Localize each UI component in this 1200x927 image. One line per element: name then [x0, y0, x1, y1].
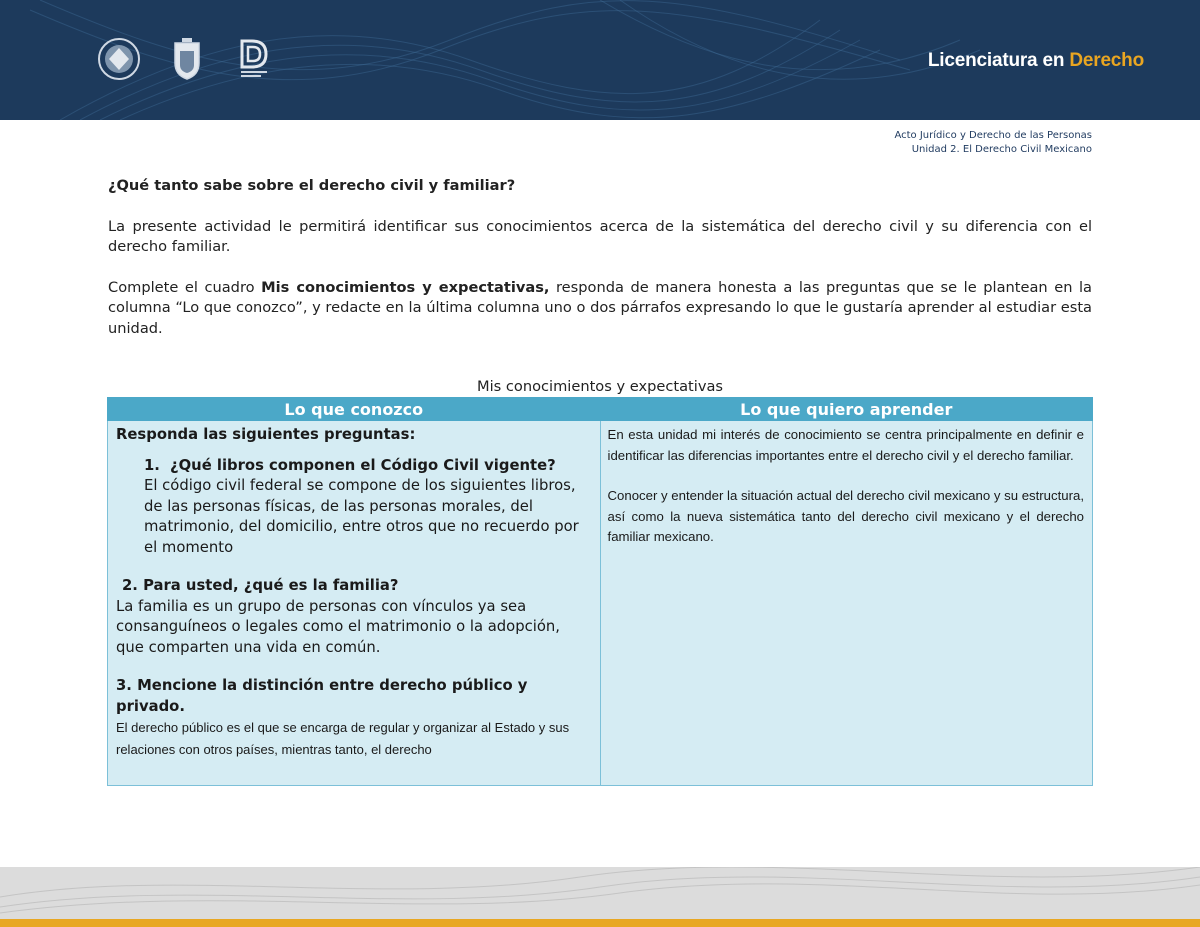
answer-2: La familia es un grupo de personas con vínculos ya sea consanguíneos o legales como el matrimonio o la adopción, que comparten una vida en común.	[116, 597, 561, 656]
header-lo-que-conozco: Lo que conozco	[108, 398, 601, 421]
table-caption: Mis conocimientos y expectativas	[476, 378, 723, 395]
question-2: 2. Para usted, ¿qué es la familia?	[122, 577, 399, 594]
activity-instructions	[108, 278, 1092, 340]
questions-intro: Responda las siguientes preguntas:	[116, 426, 416, 443]
expectations-paragraph-1: En esta unidad mi interés de conocimiento se centra principalmente en definir e identificar las diferencias importantes entre el derecho civil y el derecho familiar.	[607, 427, 1084, 463]
faculty-crest-icon	[164, 35, 210, 83]
cell-lo-que-quiero-aprender	[600, 421, 1092, 786]
table-row	[108, 421, 1093, 786]
question-1-text: ¿Qué libros componen el Código Civil vigente?	[170, 456, 556, 474]
expectations-paragraph-2: Conocer y entender la situación actual del derecho civil mexicano y su estructura, así como la nueva sistemática tanto del derecho civil mexicano y el derecho familiar mexicano.	[607, 488, 1084, 544]
program-accent: Derecho	[1069, 50, 1144, 71]
knowledge-table	[107, 397, 1093, 786]
table-header-row	[108, 398, 1093, 421]
program-prefix: Licenciatura en	[927, 50, 1070, 71]
institution-logos	[96, 34, 278, 84]
activity-intro: La presente actividad le permitirá identificar sus conocimientos acerca de la sistemática del derecho civil y su diferencia con el derecho familiar.	[108, 217, 1092, 255]
instructions-text-b: responda de manera honesta a las preguntas que se le plantean en la columna “Lo que conozco”, y redacte en la última columna uno o dos párrafos expresando lo que le gustaría aprender al estudiar esta unidad.	[108, 278, 1092, 337]
instructions-text-a: Complete el cuadro	[108, 278, 262, 296]
answer-3: El derecho público es el que se encarga de regular y organizar al Estado y sus relaciones con otros países, mientras tanto, el derecho	[116, 720, 570, 757]
header-banner	[0, 0, 1200, 120]
question-1	[116, 456, 592, 477]
program-title	[928, 50, 1144, 72]
header-lo-que-quiero-aprender: Lo que quiero aprender	[600, 398, 1092, 421]
course-info	[894, 129, 1092, 157]
footer-band	[0, 867, 1200, 927]
unam-seal-icon	[96, 35, 142, 83]
question-1-number: 1.	[144, 456, 160, 474]
course-subject: Acto Jurídico y Derecho de las Personas	[894, 130, 1092, 141]
activity-content	[108, 176, 1092, 359]
question-3: 3. Mencione la distinción entre derecho público y privado.	[116, 677, 528, 715]
open-education-logo-icon	[232, 35, 278, 83]
activity-title: ¿Qué tanto sabe sobre el derecho civil y familiar?	[108, 177, 516, 194]
answer-1: El código civil federal se compone de los siguientes libros, de las personas físicas, de las personas morales, del matrimonio, del domicilio, entre otros que no recuerdo por el momento	[144, 477, 579, 556]
footer-accent-bar	[0, 919, 1200, 927]
instructions-bold: Mis conocimientos y expectativas,	[261, 278, 550, 296]
course-unit: Unidad 2. El Derecho Civil Mexicano	[911, 144, 1092, 155]
cell-lo-que-conozco	[108, 421, 601, 786]
footer-wave-decoration	[0, 867, 1200, 919]
